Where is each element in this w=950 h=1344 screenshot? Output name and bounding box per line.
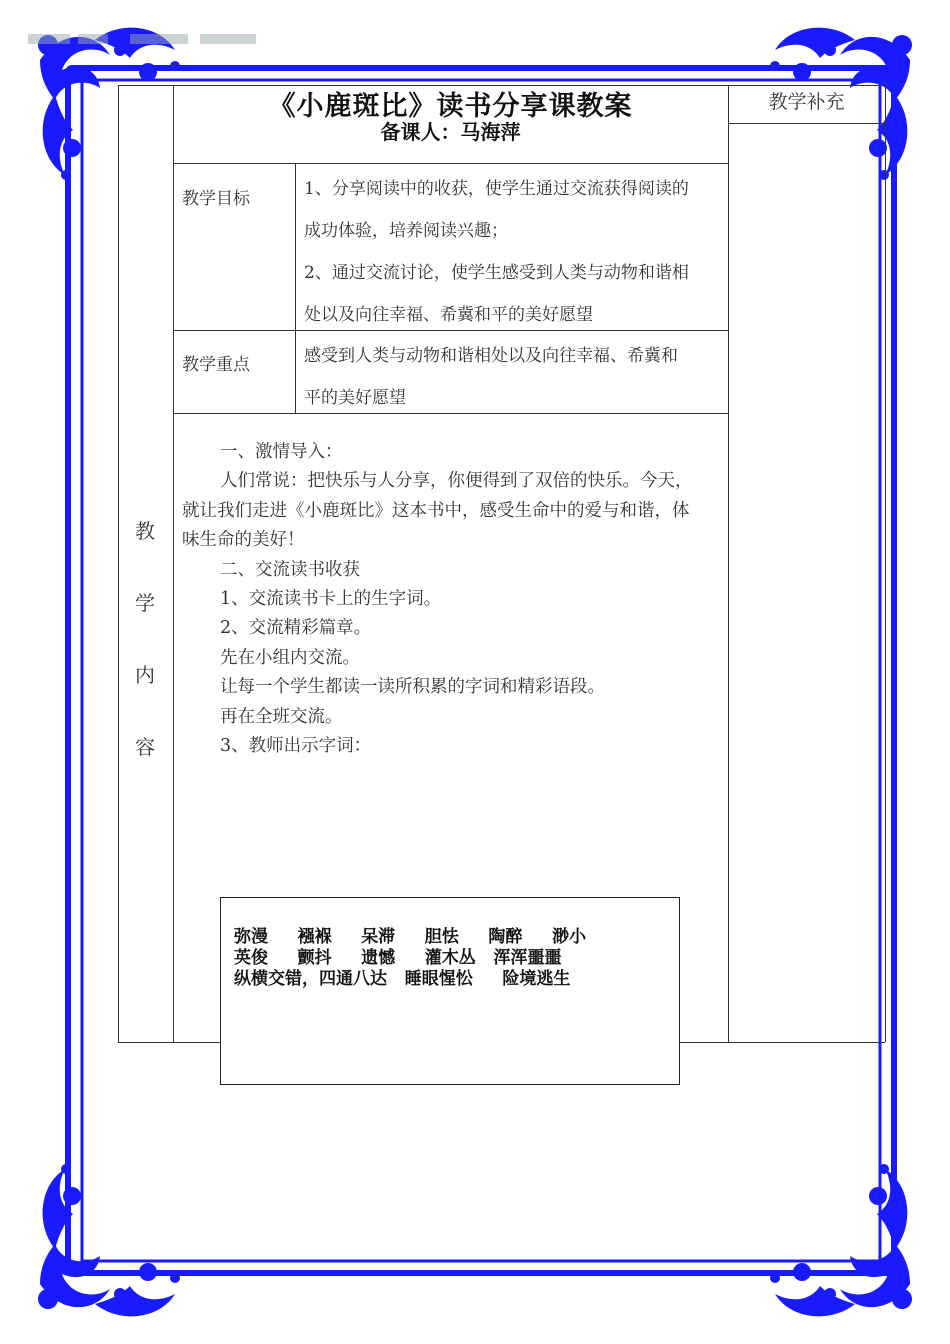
document-title: 《小鹿斑比》读书分享课教案 [268,91,633,122]
text-line: 成功体验，培养阅读兴趣； [304,221,508,241]
objectives-label: 教学目标 [182,189,250,209]
text-line: 感受到人类与动物和谐相处以及向往幸福、希冀和 [304,346,678,366]
content-line: 一、激情导入： [220,442,343,462]
teaching-content-label [118,495,172,783]
text-line: 2、通过交流讨论，使学生感受到人类与动物和谐相 [304,263,689,283]
vocabulary-line: 弥漫 襁褓 呆滞 胆怯 陶醉 渺小 [234,927,586,947]
vocabulary-line: 纵横交错，四通八达 睡眼惺忪 险境逃生 [234,969,571,989]
vocabulary-box [220,897,680,1085]
text-line: 平的美好愿望 [304,388,406,408]
content-line: 就让我们走进《小鹿斑比》这本书中，感受生命中的爱与和谐，体 [182,500,690,521]
content-line: 再在全班交流。 [220,706,343,727]
content-line: 2、交流精彩篇章。 [220,618,372,639]
label-char: 内 [135,663,155,687]
content-line: 先在小组内交流。 [220,647,360,668]
content-line: 二、交流读书收获 [220,559,360,580]
teaching-content [182,438,722,761]
key-points-label: 教学重点 [182,355,250,375]
key-points-text [304,335,724,419]
content-line: 人们常说：把快乐与人分享，你便得到了双倍的快乐。今天， [220,471,693,492]
author-line: 备课人：马海萍 [380,120,521,144]
fleur-swirl-icon [38,28,180,180]
content-line: 味生命的美好！ [182,530,305,551]
label-char: 容 [135,735,155,759]
side-column-header: 教学补充 [768,91,845,113]
content-line: 让每一个学生都读一读所积累的字词和精彩语段。 [220,677,605,698]
content-line: 1、交流读书卡上的生字词。 [220,589,442,610]
objectives-text [304,168,724,336]
label-char: 教 [135,519,155,543]
watermark-text [28,34,256,44]
vocabulary-line: 英俊 颤抖 遗憾 灌木丛 浑浑噩噩 [234,948,562,968]
content-line: 3、教师出示字词： [220,736,372,757]
text-line: 处以及向往幸福、希冀和平的美好愿望 [304,305,593,325]
text-line: 1、分享阅读中的收获，使学生通过交流获得阅读的 [304,179,689,199]
label-char: 学 [135,591,155,615]
